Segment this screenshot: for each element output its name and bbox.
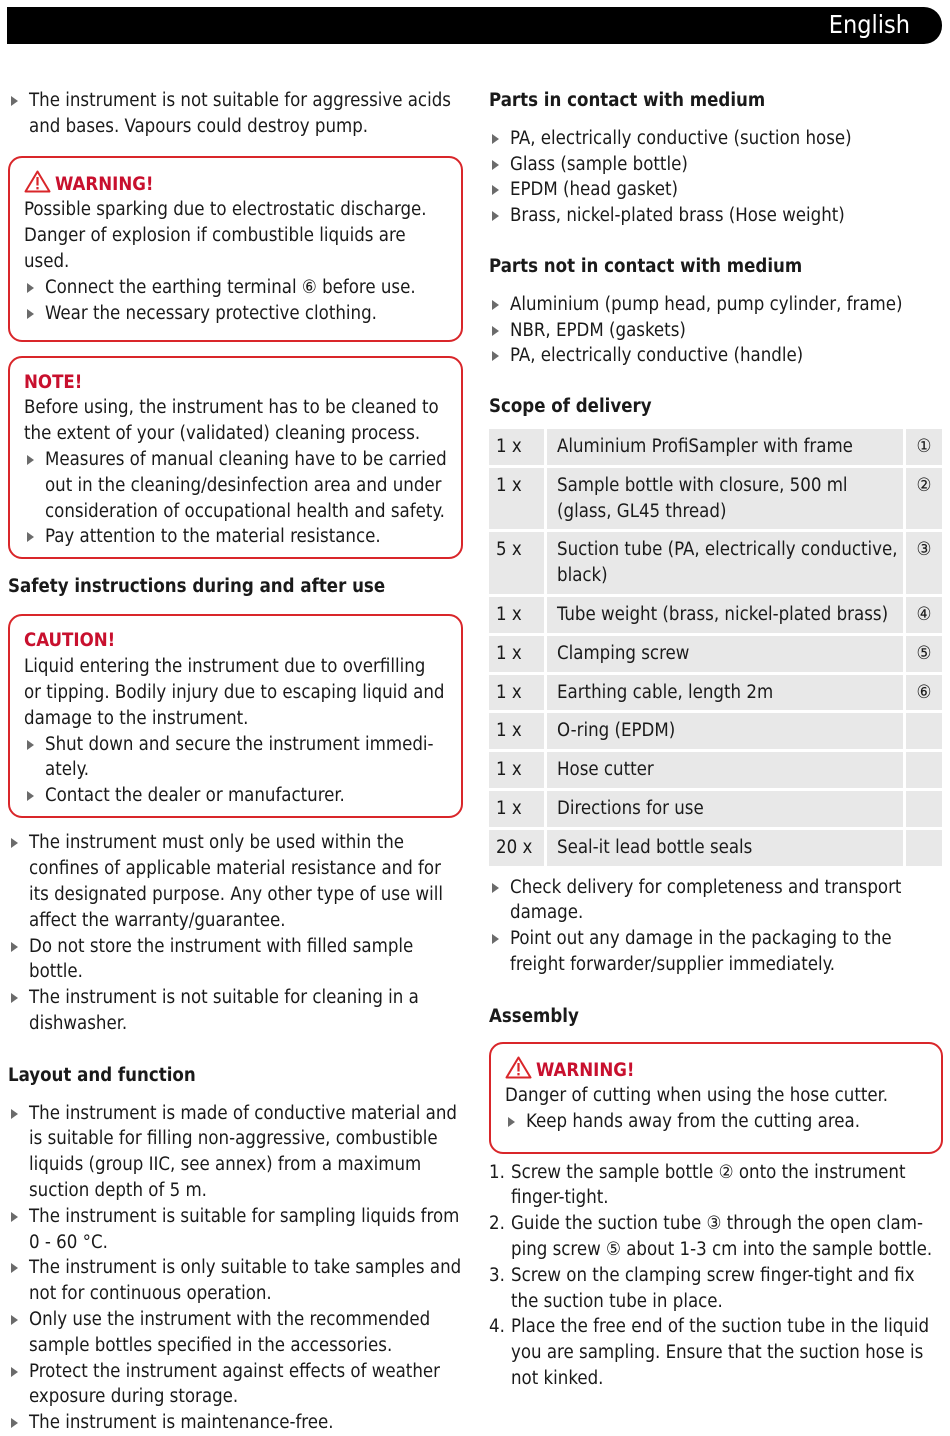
scope-ref xyxy=(906,791,942,827)
list-item: Glass (sample bottle) xyxy=(489,152,944,178)
scope-ref: ① xyxy=(906,429,942,465)
list-item: Brass, nickel-plated brass (Hose weight) xyxy=(489,203,944,229)
scope-item: O-ring (EPDM) xyxy=(547,713,906,749)
scope-qty: 1 x xyxy=(489,791,547,827)
scope-item: Seal-it lead bottle seals xyxy=(547,830,906,866)
warning-label: WARNING! xyxy=(55,173,154,195)
left-column xyxy=(8,88,463,1436)
list-item: Measures of manual cleaning have to be carried out in the cleaning/desinfection area and under consideration of occupational health and safety. xyxy=(24,447,447,524)
assembly-steps xyxy=(489,1160,944,1392)
scope-item: Directions for use xyxy=(547,791,906,827)
scope-ref xyxy=(906,830,942,866)
step-item xyxy=(489,1263,944,1315)
list-item: Only use the instrument with the recommended sample bottles specified in the accessories. xyxy=(8,1307,463,1359)
step-text: Screw the sample bottle ② onto the instrument finger-tight. xyxy=(511,1161,906,1209)
list-item: Aluminium (pump head, pump cylinder, frame) xyxy=(489,292,944,318)
warning-triangle-icon xyxy=(505,1056,532,1079)
list-item: The instrument is not suitable for aggressive acids and bases. Vapours could destroy pump. xyxy=(8,88,463,140)
list-item: Wear the necessary protective clothing. xyxy=(24,301,447,327)
note-label: NOTE! xyxy=(24,371,83,393)
list-item: Contact the dealer or manufacturer. xyxy=(24,783,447,809)
scope-qty: 1 x xyxy=(489,597,547,633)
note-text: Before using, the instrument has to be cleaned to the extent of your (validated) cleaning process. xyxy=(24,397,439,445)
section-heading: Parts not in contact with medium xyxy=(489,255,803,277)
step-number: 3. xyxy=(489,1264,505,1286)
scope-item: Suction tube (PA, electrically conductive, black) xyxy=(547,532,906,594)
list-item: Point out any damage in the packaging to the freight forwarder/supplier immediately. xyxy=(489,926,944,978)
section-heading: Parts in contact with medium xyxy=(489,90,766,111)
scope-ref xyxy=(906,752,942,788)
layout-list xyxy=(8,1101,463,1436)
scope-qty: 5 x xyxy=(489,532,547,594)
step-item xyxy=(489,1314,944,1391)
table-row xyxy=(489,468,942,530)
step-item xyxy=(489,1211,944,1263)
table-row xyxy=(489,532,942,594)
usage-list xyxy=(8,830,463,1036)
warning-actions xyxy=(505,1109,927,1135)
warning-box xyxy=(489,1042,943,1154)
table-row xyxy=(489,713,942,749)
scope-ref: ② xyxy=(906,468,942,530)
table-row xyxy=(489,636,942,672)
list-item: Check delivery for completeness and transport damage. xyxy=(489,875,944,927)
language-label: English xyxy=(828,10,910,39)
scope-item: Hose cutter xyxy=(547,752,906,788)
scope-ref: ③ xyxy=(906,532,942,594)
table-row xyxy=(489,752,942,788)
scope-item: Clamping screw xyxy=(547,636,906,672)
list-item: The instrument is made of conductive material and is suitable for filling non-aggressive, combustible liquids (group IIC, see annex) from a maximum suction depth of 5 m. xyxy=(8,1101,463,1204)
noncontact-parts-list xyxy=(489,292,944,369)
caution-box xyxy=(8,614,463,818)
table-row xyxy=(489,830,942,866)
scope-qty: 1 x xyxy=(489,752,547,788)
scope-qty: 1 x xyxy=(489,636,547,672)
caution-text: Liquid entering the instrument due to overfilling or tipping. Bodily injury due to escaping liquid and damage to the instrument. xyxy=(24,656,445,729)
list-item: Shut down and secure the instrument immedi-ately. xyxy=(24,732,447,784)
list-item: PA, electrically conductive (handle) xyxy=(489,343,944,369)
scope-ref: ⑤ xyxy=(906,636,942,672)
warning-text: Possible sparking due to electrostatic discharge. xyxy=(24,199,427,221)
scope-item: Earthing cable, length 2m xyxy=(547,675,906,711)
section-heading: Scope of delivery xyxy=(489,396,652,418)
list-item: Keep hands away from the cutting area. xyxy=(505,1109,927,1135)
table-row xyxy=(489,597,942,633)
scope-qty: 1 x xyxy=(489,429,547,465)
table-row xyxy=(489,675,942,711)
step-number: 4. xyxy=(489,1316,505,1338)
scope-qty: 1 x xyxy=(489,675,547,711)
header-bar xyxy=(7,7,942,44)
section-heading: Layout and function xyxy=(8,1064,196,1086)
scope-item: Sample bottle with closure, 500 ml (glass, GL45 thread) xyxy=(547,468,906,530)
scope-item: Aluminium ProfiSampler with frame xyxy=(547,429,906,465)
scope-table xyxy=(489,426,942,869)
step-text: Guide the suction tube ③ through the open clam-ping screw ⑤ about 1-3 cm into the sample bottle. xyxy=(511,1213,933,1260)
step-number: 1. xyxy=(489,1161,505,1183)
note-actions xyxy=(24,447,447,550)
scope-ref: ④ xyxy=(906,597,942,633)
list-item: The instrument is not suitable for cleaning in a dishwasher. xyxy=(8,985,463,1037)
list-item: EPDM (head gasket) xyxy=(489,177,944,203)
scope-ref xyxy=(906,713,942,749)
scope-qty: 20 x xyxy=(489,830,547,866)
warning-label: WARNING! xyxy=(536,1059,635,1081)
list-item: The instrument is suitable for sampling liquids from 0 - 60 °C. xyxy=(8,1204,463,1256)
section-heading: Safety instructions during and after use xyxy=(8,575,386,597)
warning-triangle-icon xyxy=(24,170,51,193)
intro-list xyxy=(8,88,463,140)
list-item: The instrument is maintenance-free. xyxy=(8,1410,463,1436)
caution-label: CAUTION! xyxy=(24,630,116,652)
table-row xyxy=(489,791,942,827)
scope-qty: 1 x xyxy=(489,468,547,530)
table-row xyxy=(489,429,942,465)
section-heading: Assembly xyxy=(489,1005,579,1027)
scope-qty: 1 x xyxy=(489,713,547,749)
scope-item: Tube weight (brass, nickel-plated brass) xyxy=(547,597,906,633)
warning-text: Danger of cutting when using the hose cutter. xyxy=(505,1085,889,1107)
contact-parts-list xyxy=(489,126,944,229)
warning-box xyxy=(8,156,463,342)
warning-text: Danger of explosion if combustible liquids are used. xyxy=(24,225,406,272)
list-item: PA, electrically conductive (suction hose) xyxy=(489,126,944,152)
note-box xyxy=(8,356,463,559)
step-text: Screw on the clamping screw finger-tight and fix the suction tube in place. xyxy=(511,1264,915,1312)
list-item: Connect the earthing terminal ⑥ before use. xyxy=(24,275,447,301)
list-item: Do not store the instrument with filled sample bottle. xyxy=(8,934,463,986)
right-column xyxy=(489,88,944,1392)
list-item: Protect the instrument against effects of weather exposure during storage. xyxy=(8,1359,463,1411)
list-item: The instrument must only be used within the confines of applicable material resistance and for its designated purpose. Any other type of use will affect the warranty/guarantee. xyxy=(8,830,463,933)
delivery-list xyxy=(489,875,944,978)
scope-ref: ⑥ xyxy=(906,675,942,711)
step-text: Place the free end of the suction tube in the liquid you are sampling. Ensure that the suction hose is not kinked. xyxy=(511,1316,930,1389)
step-number: 2. xyxy=(489,1213,505,1235)
caution-actions xyxy=(24,732,447,809)
step-item xyxy=(489,1160,944,1212)
list-item: NBR, EPDM (gaskets) xyxy=(489,318,944,344)
list-item: The instrument is only suitable to take samples and not for continuous operation. xyxy=(8,1255,463,1307)
list-item: Pay attention to the material resistance. xyxy=(24,524,447,550)
warning-actions xyxy=(24,275,447,327)
